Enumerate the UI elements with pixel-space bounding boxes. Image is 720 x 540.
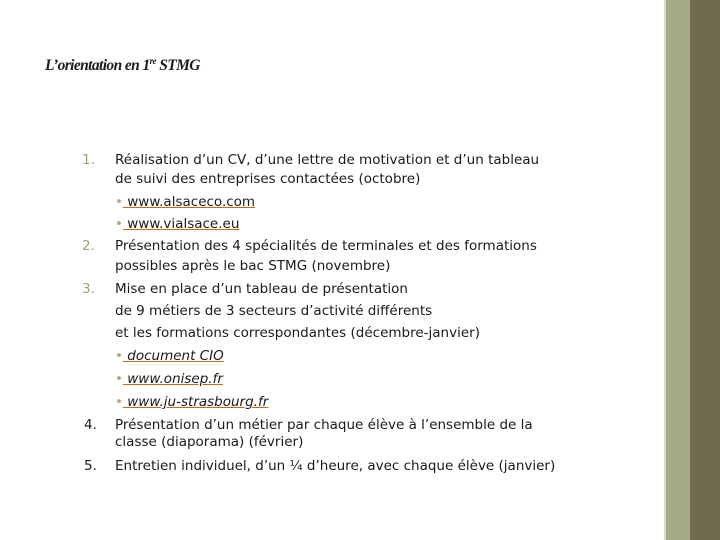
item-1-line-2: de suivi des entreprises contactées (octobre) xyxy=(115,171,421,187)
item-3-line-1: Mise en place d’un tableau de présentation xyxy=(115,281,408,297)
decor-bar-light xyxy=(666,0,690,540)
list-number-1: 1. xyxy=(82,152,95,168)
item-3-line-2: de 9 métiers de 3 secteurs d’activité différents xyxy=(115,303,433,319)
link-onisep[interactable]: • www.onisep.fr xyxy=(115,371,223,387)
link-document-cio[interactable]: • document CIO xyxy=(115,348,224,364)
list-number-5: 5. xyxy=(84,458,97,474)
item-3-line-3: et les formations correspondantes (décembre-janvier) xyxy=(115,325,480,341)
list-number-3: 3. xyxy=(82,281,95,297)
item-2-line-1: Présentation des 4 spécialités de terminales et des formations xyxy=(115,238,537,254)
link-ju-strasbourg[interactable]: • www.ju-strasbourg.fr xyxy=(115,394,269,410)
list-number-2: 2. xyxy=(82,238,95,254)
slide-title: L’orientation en 1re STMG xyxy=(45,55,200,74)
item-2-line-2: possibles après le bac STMG (novembre) xyxy=(115,258,391,274)
item-1-line-1: Réalisation d’un CV, d’une lettre de motivation et d’un tableau xyxy=(115,152,540,168)
list-number-4: 4. xyxy=(84,417,97,433)
link-vialsace[interactable]: • www.vialsace.eu xyxy=(115,216,240,232)
item-4-line-2: classe (diaporama) (février) xyxy=(115,434,304,450)
link-alsaceco[interactable]: • www.alsaceco.com xyxy=(115,194,256,210)
item-4-line-1: Présentation d’un métier par chaque élève à l’ensemble de la xyxy=(115,417,533,433)
item-5-line-1: Entretien individuel, d’un ¼ d’heure, avec chaque élève (janvier) xyxy=(115,458,556,474)
